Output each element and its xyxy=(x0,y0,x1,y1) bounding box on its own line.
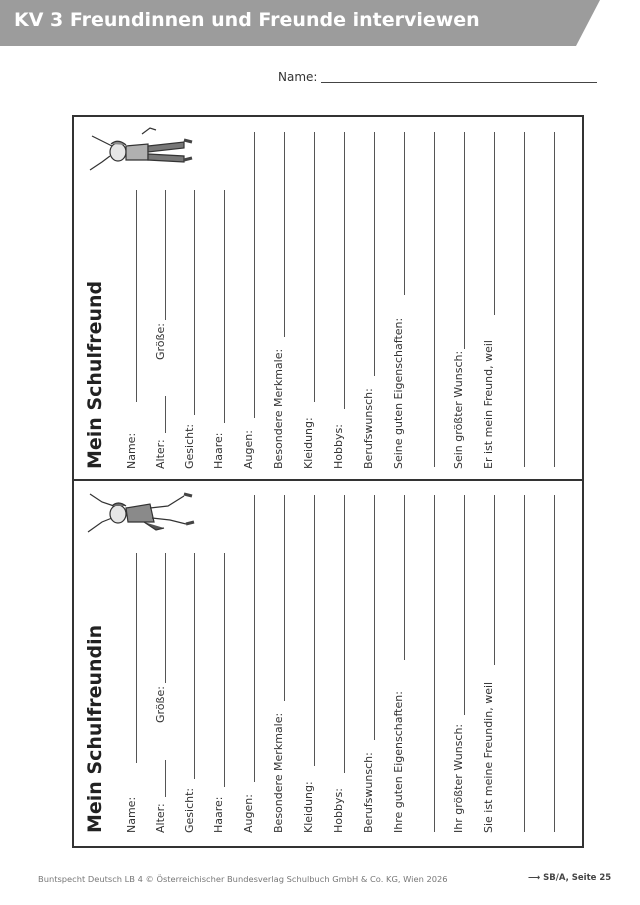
girl-kleidung-label: Kleidung: xyxy=(302,781,315,833)
boy-card-title: Mein Schulfreund xyxy=(84,280,106,469)
girl-merkmale-line[interactable] xyxy=(284,495,285,701)
card-divider xyxy=(72,479,584,481)
boy-wunsch-label: Sein größter Wunsch: xyxy=(452,350,465,469)
boy-wunsch-line[interactable] xyxy=(464,132,465,349)
girl-alter-line[interactable] xyxy=(165,760,166,797)
profile-cards-frame xyxy=(72,115,584,848)
girl-extra-line-3[interactable] xyxy=(554,495,555,832)
girl-wunsch-line[interactable] xyxy=(464,495,465,715)
girl-haare-line[interactable] xyxy=(224,553,225,787)
boy-merkmale-line[interactable] xyxy=(284,132,285,337)
boy-weil-line[interactable] xyxy=(494,132,495,315)
girl-haare-label: Haare: xyxy=(212,796,225,833)
boy-extra-line-3[interactable] xyxy=(554,132,555,467)
girl-augen-label: Augen: xyxy=(242,794,255,833)
boy-eigenschaften-label: Seine guten Eigenschaften: xyxy=(392,317,405,469)
boy-name-line[interactable] xyxy=(136,190,137,402)
girl-eigenschaften-label: Ihre guten Eigenschaften: xyxy=(392,691,405,833)
boy-extra-line-1[interactable] xyxy=(434,132,435,467)
boy-name-label: Name: xyxy=(125,432,138,469)
boy-groesse-line[interactable] xyxy=(165,190,166,320)
girl-gesicht-line[interactable] xyxy=(194,553,195,779)
girl-gesicht-label: Gesicht: xyxy=(183,787,196,833)
name-label: Name: xyxy=(278,70,318,84)
girl-hobbys-label: Hobbys: xyxy=(332,788,345,833)
boy-illustration xyxy=(84,126,200,176)
boy-beruf-label: Berufswunsch: xyxy=(362,388,375,469)
boy-weil-label: Er ist mein Freund, weil xyxy=(482,340,495,469)
boy-kleidung-line[interactable] xyxy=(314,132,315,402)
girl-extra-line-2[interactable] xyxy=(524,495,525,832)
girl-beruf-line[interactable] xyxy=(374,495,375,740)
girl-illustration xyxy=(84,488,200,538)
boy-extra-line-2[interactable] xyxy=(524,132,525,467)
boy-beruf-line[interactable] xyxy=(374,132,375,376)
boy-alter-line[interactable] xyxy=(165,396,166,433)
girl-augen-line[interactable] xyxy=(254,495,255,782)
boy-augen-line[interactable] xyxy=(254,132,255,418)
girl-alter-label: Alter: xyxy=(154,803,167,833)
page-title: KV 3 Freundinnen und Freunde interviewen xyxy=(14,9,480,31)
girl-card-title: Mein Schulfreundin xyxy=(84,624,106,833)
boy-eigenschaften-line[interactable] xyxy=(404,132,405,295)
name-input-line[interactable] xyxy=(321,82,597,83)
girl-extra-line-1[interactable] xyxy=(434,495,435,832)
girl-kleidung-line[interactable] xyxy=(314,495,315,766)
boy-alter-label: Alter: xyxy=(154,439,167,469)
boy-gesicht-line[interactable] xyxy=(194,190,195,415)
girl-groesse-label: Größe: xyxy=(154,686,167,723)
footer-page-reference: ⟶ SB/A, Seite 25 xyxy=(528,873,612,883)
girl-beruf-label: Berufswunsch: xyxy=(362,752,375,833)
girl-name-label: Name: xyxy=(125,796,138,833)
girl-groesse-line[interactable] xyxy=(165,553,166,683)
boy-kleidung-label: Kleidung: xyxy=(302,417,315,469)
boy-merkmale-label: Besondere Merkmale: xyxy=(272,348,285,469)
boy-gesicht-label: Gesicht: xyxy=(183,423,196,469)
footer-copyright: Buntspecht Deutsch LB 4 © Österreichischer Bundesverlag Schulbuch GmbH & Co. KG, Wien 2026 xyxy=(38,874,448,884)
boy-haare-label: Haare: xyxy=(212,432,225,469)
girl-name-line[interactable] xyxy=(136,553,137,763)
boy-augen-label: Augen: xyxy=(242,430,255,469)
girl-eigenschaften-line[interactable] xyxy=(404,495,405,660)
girl-weil-line[interactable] xyxy=(494,495,495,665)
boy-hobbys-label: Hobbys: xyxy=(332,424,345,469)
girl-merkmale-label: Besondere Merkmale: xyxy=(272,712,285,833)
boy-groesse-label: Größe: xyxy=(154,323,167,360)
boy-hobbys-line[interactable] xyxy=(344,132,345,409)
boy-haare-line[interactable] xyxy=(224,190,225,423)
girl-hobbys-line[interactable] xyxy=(344,495,345,773)
girl-wunsch-label: Ihr größter Wunsch: xyxy=(452,723,465,833)
girl-weil-label: Sie ist meine Freundin, weil xyxy=(482,681,495,833)
